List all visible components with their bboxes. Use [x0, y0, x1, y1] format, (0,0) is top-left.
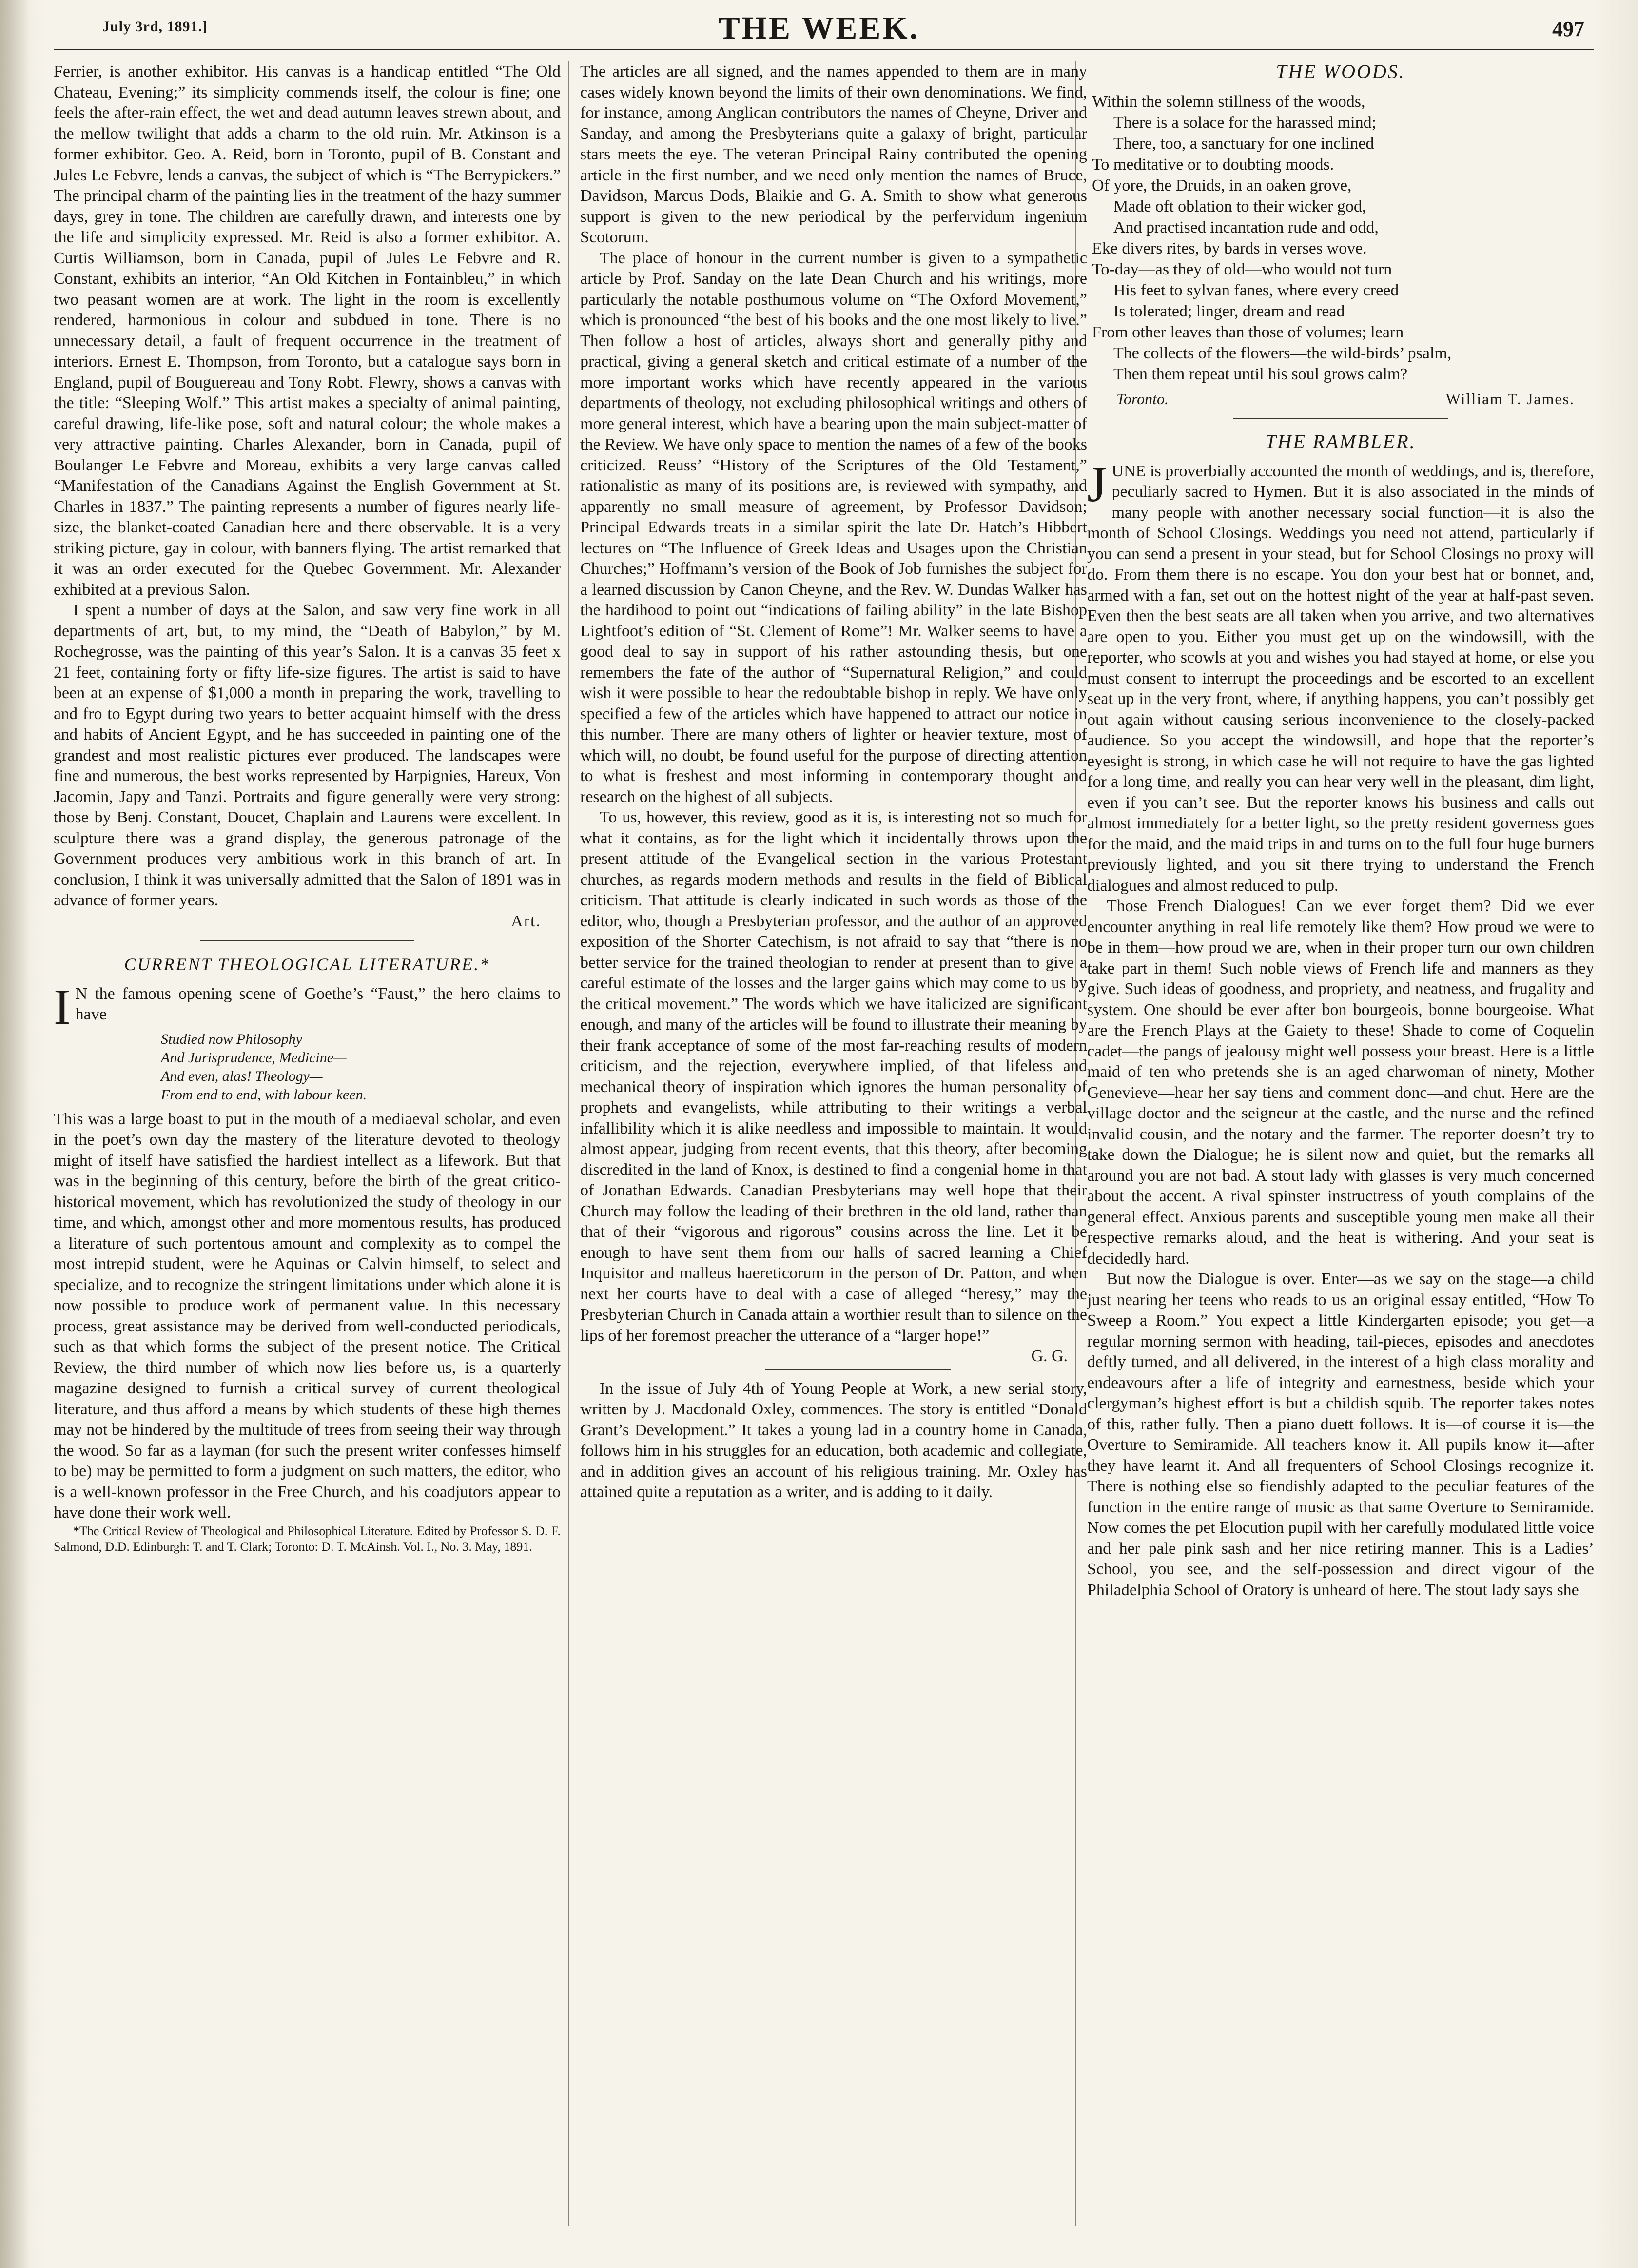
page-header — [44, 10, 1594, 49]
theology-paragraph: This was a large boast to put in the mouth of a mediaeval scholar, and even in the poet’s own day the mastery of the literature devoted to theology might of itself have satisfied the hardiest intellect as a lifework. But that was in the beginning of this century, before the birth of the great critico-historical movement, which has revolutionized the study of theology in our time, and which, amongst other and more momentous results, has produced a literature of such portentous amount and complexity as to compel the most intrepid student, were he Aquinas or Calvin himself, to select and specialize, and to recognize the stringent limitations under which alone it is now possible to produce work of permanent value. In this necessary process, great assistance may be derived from well-conducted periodicals, such as that which forms the subject of the present notice. The Critical Review, the third number of which now lies before us, is a quarterly magazine designed to furnish a critical survey of current theological literature, and thus afford a means by which students of these high themes may not be hindered by the multitude of trees from seeing their way through the wood. So far as a layman (for such the present writer confesses himself to be) may be permitted to form a judgment on such matters, the editor, who is a well-known professor in the Free Church, and his coadjutors appear to have done their work well. — [54, 1110, 561, 1522]
poem-line: Then them repeat until his soul grows calm? — [1113, 365, 1408, 383]
theology-paragraph: To us, however, this review, good as it is, is interesting not so much for what it contains, as for the light which it incidentally throws upon the present attitude of the Evangelical section in the various Protestant churches, as regards modern methods and results in the field of Biblical criticism. That attitude is clearly indicated in such words as those of the editor, who, though a Presbyterian professor, and the author of an approved exposition of the Shorter Catechism, is not afraid to say that “there is no better service for the trained theologian to render at present than to give a careful estimate of the losses and the larger gains which may come to us by the critical movement.” The words which we have italicized are significant enough, and many of the articles will be found to illustrate their meaning by their frank acceptance of some of the most far-reaching results of modern criticism, and the rejection, everywhere implied, of that lifeless and mechanical theory of inspiration which ignores the human personality of prophets and evangelists, while attributing to their writings a verbal infallibility which it is alike needless and impossible to maintain. It would almost appear, judging from recent events, that this theory, after becoming discredited in the land of Knox, is destined to find a congenial home in that of Jonathan Edwards. Canadian Presbyterians may well hope that their Church may follow the leading of their brethren in the old land, rather than that of their “vigorous and rigorous” cousins across the line. Let it be enough to have sent them from our halls of sacred learning a Chief Inquisitor and malleus haereticorum in the person of Dr. Patton, and when next her courts have to deal with a case of alleged “heresy,” may the Presbyterian Church in Canada attain a worthier result than to silence on the lips of her foremost preacher the utterance of a “larger hope!” — [580, 808, 1087, 1345]
page-edge-shadow — [0, 0, 29, 2268]
verse-line: From end to end, with labour keen. — [161, 1086, 367, 1103]
column-divider — [568, 61, 569, 2226]
section-divider — [200, 940, 414, 941]
poem-line: There is a solace for the harassed mind; — [1113, 113, 1377, 132]
intro-text: N the famous opening scene of Goethe’s “Faust,” the hero claims to have — [75, 984, 561, 1023]
poem-line: His feet to sylvan fanes, where every creed — [1113, 281, 1399, 299]
theology-paragraph: The articles are all signed, and the names appended to them are in many cases widely known beyond the limits of their own denominations. We find, for instance, among Anglican contributors the names of Cheyne, Driver and Sanday, and among the Presbyterians quite a galaxy of bright, particular stars meets the eye. The veteran Principal Rainy contributed the opening article in the first number, and we need only mention the names of Bruce, Davidson, Marcus Dods, Blaikie and G. A. Smith to show what generous support is given to the new periodical by the perfervidum ingenium Scotorum. — [580, 62, 1087, 246]
rambler-text: UNE is proverbially accounted the month of weddings, and is, therefore, peculiarly sacred to Hymen. But it is also associated in the minds of many people with another necessary social function—it is also the month of School Closings. Weddings you need not attend, particularly if you can send a present in your stead, but for School Closings no proxy will do. From them there is no escape. You don your best hat or bonnet, and, armed with a fan, set out on the hottest night of the year at half-past seven. Even then the best seats are all taken when you arrive, and two alternatives are open to you. Either you must get up on the windowsill, with the reporter, who scowls at you and wishes you had stayed at home, or else you must consent to interrupt the proceedings and be escorted to an excellent seat up in the very front, where, if anything happens, you can’t possibly get out again without causing serious inconvenience to the closely-packed audience. So you accept the windowsill, and hope that the reporter’s eyesight is strong, in which case he will not require to have the gas lighted for a long time, and really you can hear very well in the pleasant, dim light, even if you can’t see. But the reporter knows his business and calls out almost immediately for a better light, so the pretty resident governess goes for the maid, and the maid trips in and turns on to the full four huge burners previously lighted, and you sit there trying to understand the French dialogues and almost reduced to pulp. — [1087, 462, 1594, 895]
poem-the-woods — [1092, 91, 1594, 385]
verse-line: And Jurisprudence, Medicine— — [161, 1049, 347, 1066]
section-divider — [1233, 418, 1448, 419]
drop-cap: J — [1087, 456, 1107, 512]
verse-line: And even, alas! Theology— — [161, 1068, 323, 1084]
poem-line: Is tolerated; linger, dream and read — [1113, 302, 1345, 320]
poem-signature — [1087, 389, 1594, 410]
page-number: 497 — [1552, 17, 1584, 41]
rambler-paragraph: Those French Dialogues! Can we ever forget them? Did we ever encounter anything in real life remotely like them? How proud we were to be in them—how proud we are, when in their proper turn our own children take part in them! Such noble views of French life and manners as they give. Such ideas of goodness, and propriety, and neatness, and frugality and system. One should be ever after bon bourgeois, bonne bourgeoise. What are the French Plays at the Gaiety to these! Shade to come of Coquelin cadet—the pangs of jealousy might well possess your breast. Here is a little maid of ten who pretends she is an aged charwoman of ninety, Mother Genevieve—hear her say tiens and comment donc—and chut. Here are the village doctor and the seigneur at the castle, and the nurse and the refined invalid cousin, and the notary and the farmer. The reporter doesn’t try to take down the Dialogue; he is silent now and quiet, but the remarks all around you are not bad. A stout lady with glasses is very much concerned about the accent. A rival spinster instructress of youth complains of the general effect. Anxious parents and susceptible young men make all their respective remarks aloud, and the heat is withering. And your seat is decidedly hard. — [1087, 897, 1594, 1268]
section-title-rambler: THE RAMBLER. — [1265, 430, 1416, 452]
drop-cap: I — [54, 978, 71, 1035]
issue-date: July 3rd, 1891.] — [102, 19, 208, 35]
poem-place: Toronto. — [1116, 390, 1169, 408]
poem-line: Of yore, the Druids, in an oaken grove, — [1092, 176, 1352, 195]
poem-line: Made oft oblation to their wicker god, — [1113, 197, 1366, 215]
theology-paragraph: The place of honour in the current number is given to a sympathetic article by Prof. Sanday on the late Dean Church and his writings, more particularly the notable posthumous volume on “The Oxford Movement,” which is pronounced “the best of his books and the one most likely to live.” Then follow a host of articles, always short and generally pithy and practical, giving a general sketch and critical estimate of a number of the more important works which have recently appeared in the various departments of theology, not excluding philosophical writings and others of more general interest, which have a bearing upon the main subject-matter of the Review. We have only space to mention the names of a few of the books criticized. Reuss’ “History of the Scriptures of the Old Testament,” rationalistic as many of its positions are, is reviewed with sympathy, and apparently no small measure of agreement, by Professor Davidson; Principal Edwards treats in a similar spirit the late Dr. Hatch’s Hibbert lectures on “The Influence of Greek Ideas and Usages upon the Christian Churches;” Hoffmann’s version of the Book of Job furnishes the subject for a learned discussion by Canon Cheyne, and the Rev. W. Dundas Walker has the hardihood to point out “indications of failing ability” in the late Bishop Lightfoot’s edition of “St. Clement of Rome”! Mr. Walker seems to have a good deal to say in support of his rather astounding thesis, but one remembers the fate of the author of “Supernatural Religion,” and could wish it were possible to hear the redoubtable bishop in reply. We have only specified a few of the articles which have happened to attract our notice in this number. There are many others of lighter or heavier texture, most of which will, no doubt, be found useful for the purpose of directing attention to what is freshest and most informing in contemporary thought and research on the highest of all subjects. — [580, 249, 1087, 806]
column-left — [54, 61, 561, 1555]
poem-line: To meditative or to doubting moods. — [1092, 155, 1334, 174]
column-right — [1087, 61, 1594, 1601]
poem-title: THE WOODS. — [1276, 60, 1405, 82]
poem-line: Eke divers rites, by bards in verses wove. — [1092, 239, 1367, 257]
poem-line: The collects of the flowers—the wild-birds’ psalm, — [1113, 344, 1452, 362]
header-rule — [54, 49, 1594, 50]
poem-line: And practised incantation rude and odd, — [1113, 218, 1379, 236]
poem-line: From other leaves than those of volumes; learn — [1092, 323, 1404, 341]
poem-line: To-day—as they of old—who would not turn — [1092, 260, 1392, 278]
faust-quote — [161, 1030, 561, 1104]
young-people-notice: In the issue of July 4th of Young People at Work, a new serial story, written by J. Macdonald Oxley, commences. The story is entitled “Donald Grant’s Development.” It takes a young lad in a country home in Canada, follows him in his struggles for an education, both academic and collegiate, and in addition gives an account of his religious training. Mr. Oxley has attained quite a reputation as a writer, and is adding to it daily. — [580, 1379, 1087, 1501]
salon-review-paragraph: Ferrier, is another exhibitor. His canvas is a handicap entitled “The Old Chateau, Evening;” its simplicity commends itself, the colour is fine; one feels the after-rain effect, the wet and dead autumn leaves strewn about, and the mellow twilight that adds a charm to the old ruin. Mr. Atkinson is a former exhibitor. Geo. A. Reid, born in Toronto, pupil of B. Constant and Jules Le Febvre, lends a canvas, the subject of which is “The Berrypickers.” The principal charm of the painting lies in the treatment of the hazy summer days, grey in tone. The children are carefully drawn, and interests one by the life and simplicity expressed. Mr. Reid is also a former exhibitor. A. Curtis Williamson, born in Canada, pupil of Jules Le Febvre and R. Constant, exhibits an interior, “An Old Kitchen in Fontainbleu,” in which two peasant women are at work. The light in the room is excellently rendered, harmonious in colour and subdued in tone. There is no unnecessary detail, a fault of frequent occurrence in the treatment of interiors. Ernest E. Thompson, from Toronto, but a catalogue says born in England, pupil of Bouguereau and Tony Robt. Flewry, shows a canvas with the title: “Sleeping Wolf.” This artist makes a specialty of animal painting, careful drawing, life-like pose, soft and natural colour; the whole makes a very attractive painting. Charles Alexander, born in Canada, pupil of Boulanger Le Febvre and Moreau, exhibits a very large canvas called “Manifestation of the Canadians Against the English Government at St. Charles in 1837.” The painting represents a number of figures nearly life-size, the blanket-coated Canadian here and there observable. It is a very striking picture, gay in colour, with banners flying. The artist remarked that it was an order executed for the Quebec Government. Mr. Alexander exhibited at a previous Salon. — [54, 62, 561, 599]
column-middle — [580, 61, 1087, 1503]
poem-line: There, too, a sanctuary for one inclined — [1113, 134, 1374, 153]
article-signature: Art. — [511, 912, 541, 930]
rambler-paragraph — [1087, 456, 1594, 897]
section-divider — [765, 1369, 951, 1370]
masthead-title: THE WEEK. — [718, 10, 920, 46]
theology-intro-paragraph — [54, 978, 561, 1035]
poem-author: William T. James. — [1445, 390, 1575, 408]
verse-line: Studied now Philosophy — [161, 1031, 302, 1047]
poem-line: Within the solemn stillness of the woods, — [1092, 92, 1365, 111]
footnote: *The Critical Review of Theological and Philosophical Literature. Edited by Professor S. D. F. Salmond, D.D. Edinburgh: T. and T. Clark; Toronto: D. T. McAinsh. Vol. I., No. 3. May, 1891. — [54, 1524, 561, 1554]
author-initials: G. G. — [1031, 1347, 1068, 1365]
salon-review-paragraph: I spent a number of days at the Salon, and saw very fine work in all departments of art, but, to my mind, the “Death of Babylon,” by M. Rochegrosse, was the painting of this year’s Salon. It is a canvas 35 feet x 21 feet, containing forty or fifty life-size figures. The artist is said to have been at an expense of $1,000 a month in preparing the work, travelling to and fro to Egypt during two years to better acquaint himself with the dress and habits of Ancient Egypt, and he has succeeded in painting one of the grandest and most realistic pictures ever produced. The landscapes were fine and numerous, the best works represented by Harpignies, Hareux, Von Jacomin, Japy and Tanzi. Portraits and figure generally were very strong: those by Benj. Constant, Doucet, Chaplain and Laurens were excellent. In sculpture there was a grand display, the generous patronage of the Government produces very ambitious work in this branch of art. In conclusion, I think it was universally admitted that the Salon of 1891 was in advance of former years. — [54, 601, 561, 909]
rambler-paragraph: But now the Dialogue is over. Enter—as we say on the stage—a child just nearing her teens who reads to us an original essay entitled, “How To Sweep a Room.” You expect a little Kindergarten episode; you get—a regular morning sermon with heading, tail-pieces, episodes and anecdotes deftly turned, and all delivered, in the interest of a high class morality and endeavours after a life of integrity and earnestness, beside which your clergyman’s highest effort is but a childish squib. The reporter takes notes of this, rather fully. Then a piano duett follows. It is—of course it is—the Overture to Semiramide. All teachers know it. All pupils know it—after they have learnt it. And all frequenters of School Closings recognize it. There is nothing else so fiendishly adapted to the peculiar features of the function in the entire range of music as that same Overture to Semiramide. Now comes the pet Elocution pupil with her carefully modulated little voice and her pale pink sash and her nice retiring manner. This is a Ladies’ School, you see, and the self-possession and direct vigour of the Philadelphia School of Oratory is unheard of here. The stout lady says she — [1087, 1270, 1594, 1599]
section-title-theological: CURRENT THEOLOGICAL LITERATURE.* — [124, 955, 490, 974]
